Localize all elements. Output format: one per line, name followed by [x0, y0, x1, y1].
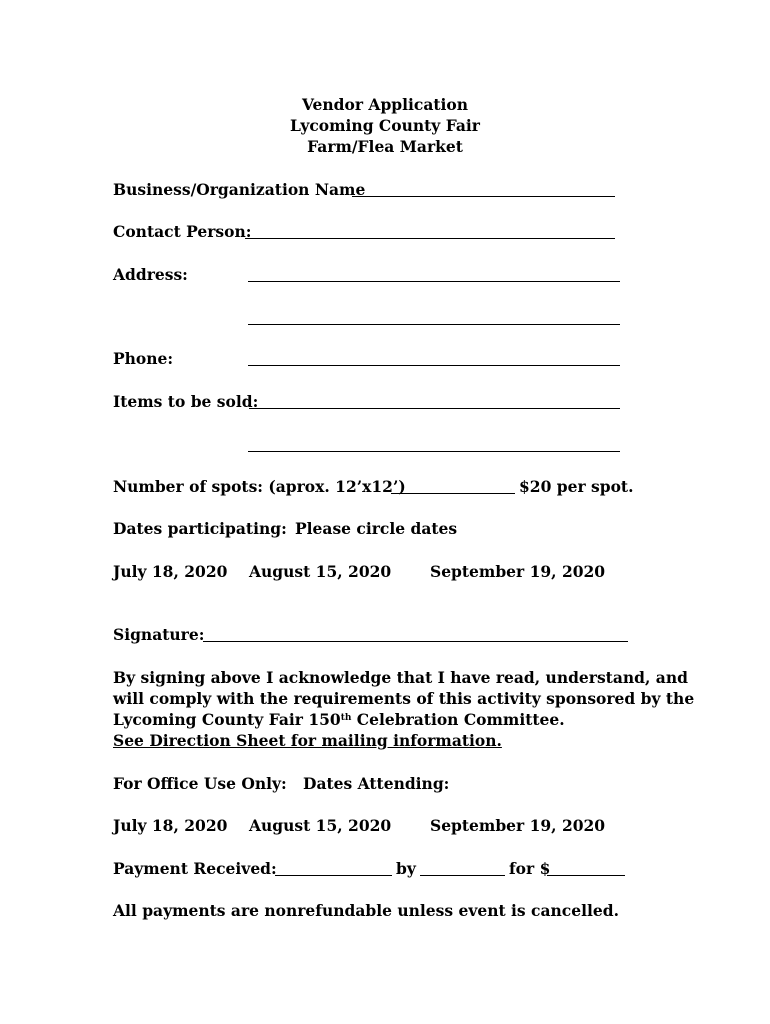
office-date-july[interactable]: July 18, 2020 — [113, 816, 228, 835]
address-label: Address: — [113, 265, 188, 284]
address-field-line-2[interactable] — [248, 324, 620, 325]
direction-sheet-link[interactable]: See Direction Sheet for mailing information. — [113, 731, 502, 750]
signature-label: Signature: — [113, 625, 205, 644]
date-option-july[interactable]: July 18, 2020 — [113, 562, 228, 581]
address-field-line-1[interactable] — [248, 281, 620, 282]
signature-field[interactable] — [203, 641, 628, 642]
date-option-august[interactable]: August 15, 2020 — [249, 562, 392, 581]
items-label: Items to be sold: — [113, 392, 259, 411]
business-name-field[interactable] — [352, 196, 615, 197]
phone-field[interactable] — [248, 365, 620, 366]
items-field-line-1[interactable] — [249, 408, 620, 409]
acknowledgement-line-3-start: Lycoming County Fair 150 — [113, 710, 341, 729]
contact-person-field[interactable] — [245, 238, 615, 239]
payment-by-field[interactable] — [420, 875, 505, 876]
business-name-label: Business/Organization Name — [113, 180, 366, 199]
acknowledgement-line-3 — [113, 710, 565, 730]
payment-amount-label: for $ — [509, 859, 551, 878]
form-event: Farm/Flea Market — [307, 137, 463, 156]
acknowledgement-line-2: will comply with the requirements of this activity sponsored by the — [113, 689, 695, 708]
acknowledgement-line-1: By signing above I acknowledge that I have read, understand, and — [113, 668, 688, 687]
ordinal-suffix: th — [340, 713, 352, 723]
dates-attending-label: Dates Attending: — [303, 774, 450, 793]
dates-participating-label: Dates participating: — [113, 519, 287, 538]
payment-amount-field[interactable] — [547, 875, 625, 876]
phone-label: Phone: — [113, 349, 174, 368]
form-subtitle: Lycoming County Fair — [290, 116, 480, 135]
date-option-september[interactable]: September 19, 2020 — [430, 562, 606, 581]
office-date-august[interactable]: August 15, 2020 — [249, 816, 392, 835]
contact-person-label: Contact Person: — [113, 222, 252, 241]
spots-price: $20 per spot. — [519, 477, 634, 496]
office-date-september[interactable]: September 19, 2020 — [430, 816, 606, 835]
payment-by-label: by — [396, 859, 416, 878]
form-title: Vendor Application — [301, 95, 469, 114]
items-field-line-2[interactable] — [248, 451, 620, 452]
spots-label: Number of spots: (aprox. 12’x12’) — [113, 477, 406, 496]
office-use-label: For Office Use Only: — [113, 774, 287, 793]
acknowledgement-line-3-end: Celebration Committee. — [351, 710, 565, 729]
payment-received-field[interactable] — [275, 875, 392, 876]
payment-received-label: Payment Received: — [113, 859, 277, 878]
spots-field[interactable] — [391, 493, 515, 494]
dates-instruction: Please circle dates — [295, 519, 458, 538]
nonrefundable-notice: All payments are nonrefundable unless event is cancelled. — [113, 901, 619, 920]
